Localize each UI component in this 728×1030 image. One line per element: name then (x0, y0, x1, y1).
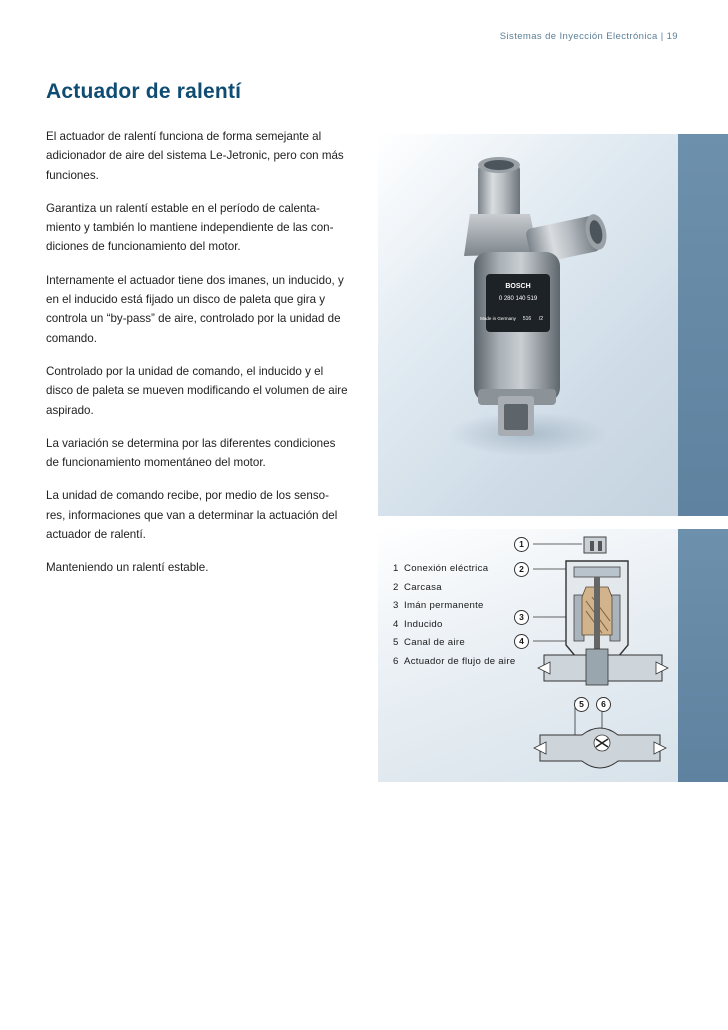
idle-actuator-illustration (378, 134, 678, 516)
photo-code: 516 (522, 316, 532, 322)
photo-made-in: Made in Germany (480, 316, 516, 321)
paragraph: La variación se determina por las diferentes condiciones de funcionamiento momentáneo del motor. (46, 436, 336, 470)
legend-item: 6 Actuador de flujo de aire (393, 655, 516, 667)
paragraph: Manteniendo un ralentí estable. (46, 561, 209, 575)
paragraph: Garantiza un ralentí estable en el período de calenta-miento y también lo mantiene independiente de las con-diciones de funcionamiento del motor. (46, 201, 334, 254)
legend-item: 3 Imán permanente (393, 600, 484, 611)
photo-suffix: /2 (538, 316, 544, 322)
paragraph: El actuador de ralentí funciona de forma semejante al adicionador de aire del sistema Le-Jetronic, pero con más funciones. (46, 130, 344, 182)
paragraph: La unidad de comando recibe, por medio de los senso-res, informaciones que van a determinar la actuación del actuador de ralentí. (46, 489, 338, 542)
page-title: Actuador de ralentí (46, 80, 242, 103)
paragraph: Internamente el actuador tiene dos imanes, un inducido, y en el inducido está fijado un disco de paleta que gira y controla un “by-pass” de aire, controlado por la unidad de comando. (46, 273, 344, 345)
callout-1: 1 (514, 537, 529, 552)
running-header: Sistemas de Inyección Electrónica | 19 (499, 31, 678, 42)
decorative-strip (678, 134, 728, 516)
legend-item: 5 Canal de aire (393, 637, 465, 648)
paragraph: Controlado por la unidad de comando, el inducido y el disco de paleta se mueven modificando el volumen de aire aspirado. (46, 364, 348, 417)
legend-item: 4 Inducido (393, 618, 443, 630)
legend-item: 1 Conexión eléctrica (393, 563, 489, 574)
callout-2: 2 (514, 562, 529, 577)
photo-part-number: 0 280 140 519 (498, 296, 538, 302)
diagram-legend (393, 563, 518, 674)
product-photo (378, 134, 678, 516)
photo-brand: BOSCH (505, 283, 531, 290)
callout-6: 6 (596, 697, 611, 712)
legend-item: 2 Carcasa (393, 581, 442, 593)
cutaway-diagram (520, 535, 678, 775)
callout-5: 5 (574, 697, 589, 712)
callout-4: 4 (514, 634, 529, 649)
decorative-strip (678, 529, 728, 782)
callout-3: 3 (514, 610, 529, 625)
body-text (46, 127, 348, 592)
